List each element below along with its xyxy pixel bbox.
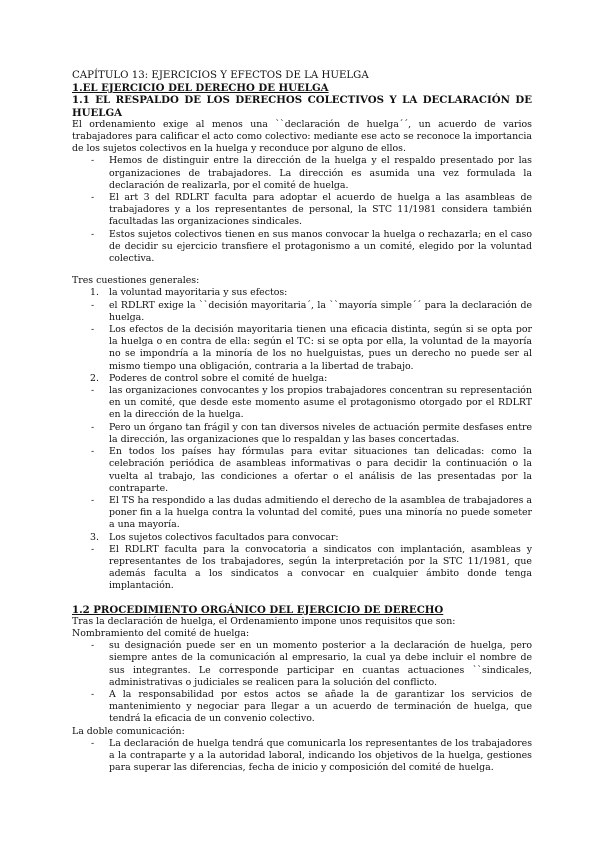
bullet-list [72,155,532,265]
doble-comunicacion-heading: La doble comunicación: [72,725,185,737]
numbered-list [72,532,532,544]
list-item: - las organizaciones convocantes y los propios trabajadores concentran su representación en un comité, que desde este momento asume el protagonismo otorgado por el RDLRT en la dirección de la huelga. [72,385,532,422]
intro-paragraph: El ordenamiento exige al menos una ``declaración de huelga´´, un acuerdo de varios trabajadores para calificar el acto como colectivo: mediante ese acto se reconoce la importancia de los sujetos colectivos en la huelga y reconduce por alguno de ellos. [72,118,532,155]
item-number: 1. [90,287,99,299]
numbered-item [72,532,532,544]
document-page [72,70,532,774]
bullet-list [72,544,532,593]
item-number: 3. [90,531,99,543]
item-label: la voluntad mayoritaria y sus efectos: [109,287,288,299]
list-item: - A la responsabilidad por estos actos se añade la de garantizar los servicios de mantenimiento y negociar para llegar a un acuerdo de terminación de huelga, que tendrá la eficacia de un convenio colectivo. [72,689,532,726]
section2-title: 1.2 PROCEDIMIENTO ORGÁNICO DEL EJERCICIO DE DERECHO [72,603,444,616]
list-item: - Estos sujetos colectivos tienen en sus manos convocar la huelga o rechazarla; en el caso de decidir su ejercicio transfiere el protagonismo a un comité, elegido por la voluntad colectiva. [72,229,532,266]
item-label: Poderes de control sobre el comité de huelga: [109,372,328,384]
tres-cuestiones-heading: Tres cuestiones generales: [72,275,200,287]
list-item: - Pero un órgano tan frágil y con tan diversos niveles de actuación permite desfases entre la dirección, las organizaciones que lo respaldan y las bases concertadas. [72,422,532,446]
list-item: - su designación puede ser en un momento posterior a la declaración de huelga, pero siempre antes de la comunicación al empresario, la cual ya debe incluir el nombre de sus integrantes. Le corresponde participar en cuantas actuaciones ``sindicales, administrativas o judiciales se realicen para la solución del conflicto. [72,640,532,689]
subsection-title: 1.1 EL RESPALDO DE LOS DERECHOS COLECTIVOS Y LA DECLARACIÓN DE HUELGA [72,94,532,119]
list-item: - Los efectos de la decisión mayoritaria tienen una eficacia distinta, según si se opta por la huelga o en contra de ella: según el TC: si se opta por ella, la voluntad de la mayoría no se impondría a la minoría de los no huelguistas, pues un derecho no puede ser al mismo tiempo una obligación, contraria a la libertad de trabajo. [72,324,532,373]
numbered-list [72,373,532,385]
list-item: - En todos los países hay fórmulas para evitar situaciones tan delicadas: como la celebración periódica de asambleas informativas o para decidir la continuación o la vuelta al trabajo, las condiciones a ofertar o el análisis de las presentadas por la contraparte. [72,446,532,495]
list-item: - El RDLRT faculta para la convocatoria a sindicatos con implantación, asambleas y representantes de los trabajadores, según la interpretación por la STC 11/1981, que además faculta a los sindicatos a convocar en cualquier ámbito donde tenga implantación. [72,544,532,593]
numbered-list [72,287,532,299]
nombramiento-heading: Nombramiento del comité de huelga: [72,627,250,639]
bullet-list [72,300,532,373]
item-label: Los sujetos colectivos facultados para convocar: [109,531,339,543]
item-number: 2. [90,372,99,384]
bullet-list [72,738,532,775]
chapter-title: CAPÍTULO 13: EJERCICIOS Y EFECTOS DE LA HUELGA [72,70,369,81]
numbered-item [72,373,532,385]
list-item: - el RDLRT exige la ``decisión mayoritaria´, la ``mayoría simple´´ para la declaración de huelga. [72,300,532,324]
list-item: - Hemos de distinguir entre la dirección de la huelga y el respaldo presentado por las organizaciones de trabajadores. La dirección es asumida una vez formulada la declaración de realizarla, por el comité de huelga. [72,155,532,192]
section2-intro: Tras la declaración de huelga, el Ordenamiento impone unos requisitos que son: [72,615,456,627]
list-item: - El art 3 del RDLRT faculta para adoptar el acuerdo de huelga a las asambleas de trabajadores y a los representantes de personal, la STC 11/1981 considera también facultadas las organizaciones sindicales. [72,192,532,229]
bullet-list [72,385,532,531]
list-item: - La declaración de huelga tendrá que comunicarla los representantes de los trabajadores a la contraparte y a la autoridad laboral, indicando los objetivos de la huelga, gestiones para superar las diferencias, fecha de inicio y composición del comité de huelga. [72,738,532,775]
numbered-item [72,287,532,299]
section-title: 1.EL EJERCICIO DEL DERECHO DE HUELGA [72,82,329,95]
bullet-list [72,640,532,725]
list-item: - El TS ha respondido a las dudas admitiendo el derecho de la asamblea de trabajadores a poner fin a la huelga contra la voluntad del comité, pues una minoría no puede someter a una mayoría. [72,495,532,532]
